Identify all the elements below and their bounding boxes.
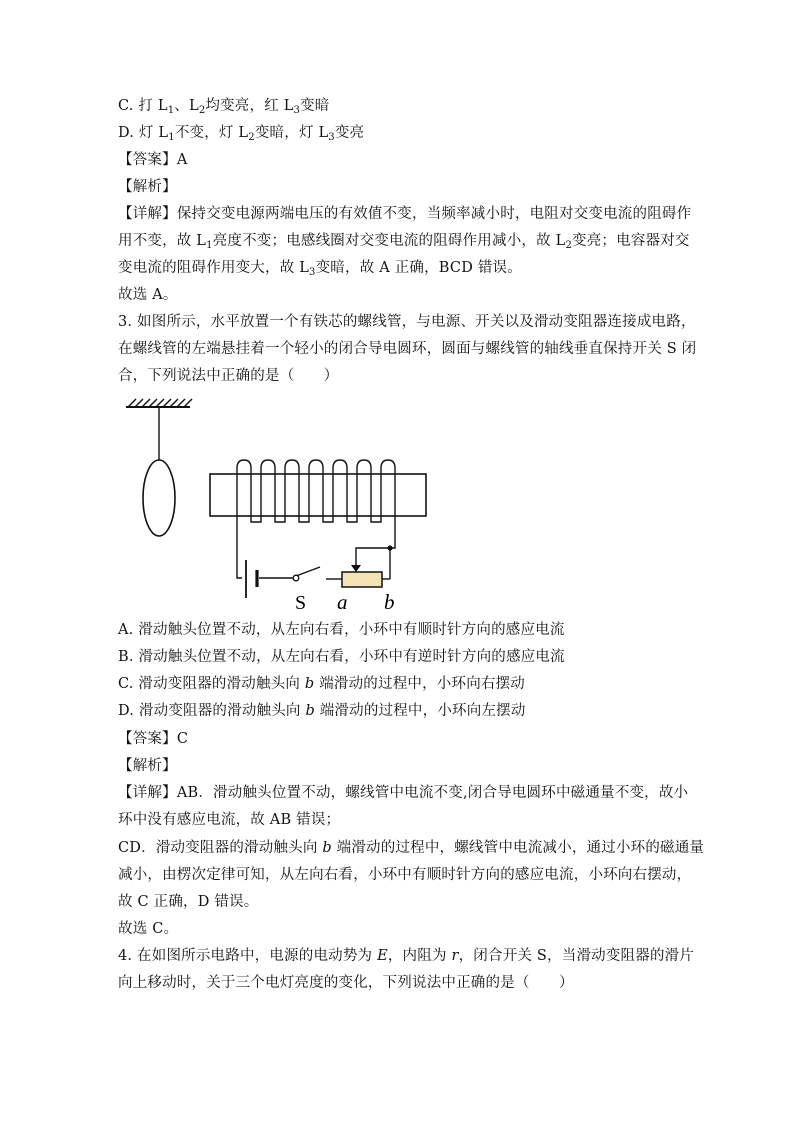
text: 变暗，灯 L bbox=[254, 125, 329, 141]
label-terminal-b: b bbox=[384, 590, 395, 614]
label-terminal-a: a bbox=[337, 590, 348, 614]
subscript: 1 bbox=[167, 105, 175, 116]
q2-detail-line-1 bbox=[118, 204, 691, 224]
q2-detail-line-2 bbox=[118, 231, 690, 251]
text: 不变，灯 L bbox=[174, 125, 249, 141]
variable: r bbox=[451, 948, 459, 964]
text: 4. 在如图所示电路中，电源的电动势为 bbox=[118, 948, 378, 964]
detail-label: 【详解】 bbox=[118, 785, 177, 801]
subscript: 2 bbox=[248, 132, 255, 143]
variable: b bbox=[304, 676, 315, 692]
detail-label: 【详解】 bbox=[118, 206, 177, 222]
q4-stem-line-2: 向上移动时，关于三个电灯亮度的变化，下列说法中正确的是（ ） bbox=[118, 975, 574, 991]
q3-stem-line-2: 在螺线管的左端悬挂着一个轻小的闭合导电圆环，圆面与螺线管的轴线垂直保持开关 S 闭 bbox=[118, 341, 697, 357]
answer-label: 【答案】 bbox=[118, 152, 177, 168]
text: D. 滑动变阻器的滑动触头向 bbox=[118, 703, 306, 719]
text: 用不变，故 L bbox=[118, 233, 207, 249]
label-switch-s: S bbox=[295, 592, 307, 614]
subscript: 3 bbox=[293, 105, 301, 116]
q3-detail-ab-line-2: 环中没有感应电流，故 AB 错误； bbox=[118, 812, 341, 828]
answer-value: A bbox=[176, 152, 188, 168]
answer-value: C bbox=[176, 731, 189, 747]
solenoid-circuit-figure bbox=[118, 398, 448, 618]
text: ，闭合开关 S，当滑动变阻器的滑片 bbox=[458, 948, 695, 964]
text: C. 打 L bbox=[118, 98, 168, 114]
solenoid-coil bbox=[237, 460, 395, 522]
subscript: 2 bbox=[565, 240, 573, 251]
q3-option-a[interactable]: A. 滑动触头位置不动，从左向右看，小环中有顺时针方向的感应电流 bbox=[118, 622, 565, 638]
q3-analysis-label: 【解析】 bbox=[118, 758, 177, 774]
conducting-ring bbox=[143, 460, 175, 536]
q3-option-c[interactable] bbox=[118, 674, 525, 694]
text: 均变亮，红 L bbox=[205, 98, 294, 114]
text: 保持交变电源两端电压的有效值不变，当频率减小时，电阻对交变电流的阻碍作 bbox=[176, 206, 692, 222]
subscript: 3 bbox=[328, 132, 335, 143]
text: 端滑动的过程中，螺线管中电流减小，通过小环的磁通量 bbox=[331, 840, 705, 856]
text: 变亮 bbox=[334, 125, 365, 141]
q3-detail-cd-line-1 bbox=[118, 838, 704, 858]
q2-conclusion: 故选 A。 bbox=[118, 287, 178, 303]
subscript: 1 bbox=[168, 132, 175, 143]
q3-option-d[interactable] bbox=[118, 701, 526, 721]
q3-detail-ab-line-1 bbox=[118, 783, 688, 803]
text: 变暗，故 A 正确，BCD 错误。 bbox=[315, 260, 522, 276]
subscript: 2 bbox=[198, 105, 206, 116]
text: AB．滑动触头位置不动，螺线管中电流不变,闭合导电圆环中磁通量不变，故小 bbox=[176, 785, 689, 801]
q3-stem-line-3: 合，下列说法中正确的是（ ） bbox=[118, 368, 339, 384]
q4-stem-line-1 bbox=[118, 946, 694, 966]
variable: b bbox=[305, 703, 315, 719]
text: D. 灯 L bbox=[118, 125, 169, 141]
text: 端滑动的过程中，小环向左摆动 bbox=[314, 703, 526, 719]
text: 、L bbox=[174, 98, 199, 114]
subscript: 1 bbox=[206, 240, 213, 251]
text: 变电流的阻碍作用变大，故 L bbox=[118, 260, 310, 276]
q3-stem-line-1: 3. 如图所示，水平放置一个有铁芯的螺线管，与电源、开关以及滑动变阻器连接成电路， bbox=[118, 314, 696, 330]
text: 端滑动的过程中，小环向右摆动 bbox=[314, 676, 525, 692]
q3-conclusion: 故选 C。 bbox=[118, 921, 179, 937]
q3-detail-cd-line-2: 减小，由楞次定律可知，从左向右看，小环中有顺时针方向的感应电流，小环向右摆动， bbox=[118, 867, 692, 883]
text: 变暗 bbox=[300, 98, 330, 114]
q2-answer bbox=[118, 150, 187, 170]
circuit-wires bbox=[237, 522, 395, 579]
ceiling-support bbox=[126, 399, 192, 407]
rheostat bbox=[342, 572, 382, 587]
answer-label: 【答案】 bbox=[118, 731, 177, 747]
battery bbox=[246, 560, 257, 598]
q3-detail-cd-line-3: 故 C 正确，D 错误。 bbox=[118, 894, 259, 910]
junction-dot bbox=[387, 545, 392, 550]
q2-analysis-label: 【解析】 bbox=[118, 179, 177, 195]
text: 亮度不变；电感线圈对交变电流的阻碍作用减小，故 L bbox=[212, 233, 566, 249]
variable: b bbox=[322, 840, 332, 856]
text: CD．滑动变阻器的滑动触头向 bbox=[118, 840, 323, 856]
q3-answer bbox=[118, 729, 188, 749]
switch-pivot bbox=[293, 575, 299, 581]
q2-detail-line-3 bbox=[118, 258, 522, 278]
q2-option-c[interactable] bbox=[118, 96, 330, 116]
text: ，内阻为 bbox=[387, 948, 452, 964]
text: C. 滑动变阻器的滑动触头向 bbox=[118, 676, 305, 692]
q2-option-d[interactable] bbox=[118, 123, 364, 143]
rheostat-slider-arrow bbox=[351, 565, 361, 572]
subscript: 3 bbox=[309, 267, 316, 278]
variable: E bbox=[377, 948, 388, 964]
text: 变亮；电容器对交 bbox=[572, 233, 690, 249]
q3-option-b[interactable]: B. 滑动触头位置不动，从左向右看，小环中有逆时针方向的感应电流 bbox=[118, 649, 565, 665]
iron-core bbox=[210, 474, 426, 516]
